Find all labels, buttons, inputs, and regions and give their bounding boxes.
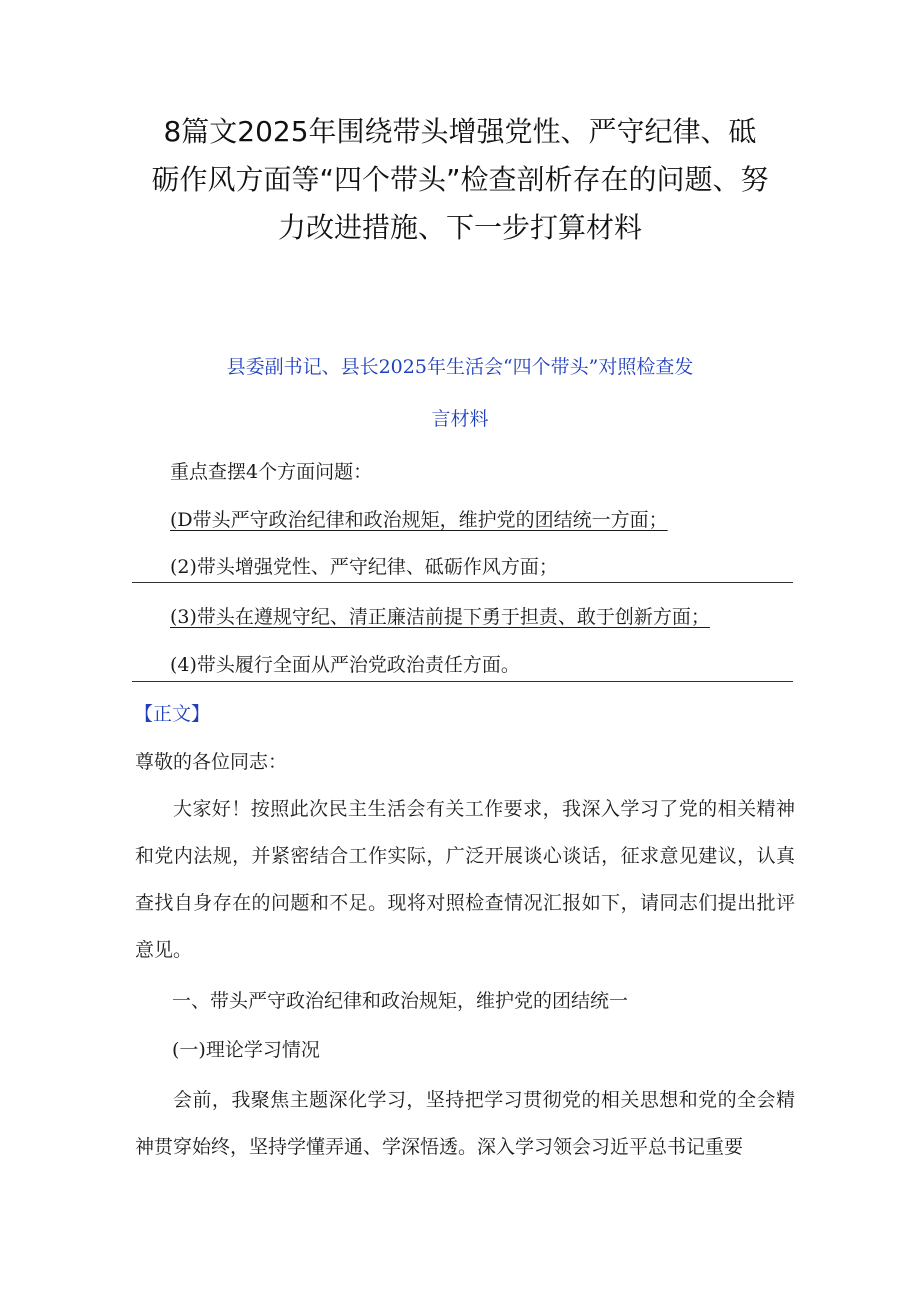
document-title: 8篇文2025年围绕带头增强党性、严守纪律、砥砺作风方面等“四个带头”检查剖析存在的问题、努力改进措施、下一步打算材料: [151, 115, 769, 244]
body-paragraph: 会前，我聚焦主题深化学习，坚持把学习贯彻党的相关思想和党的全会精神贯穿始终，坚持学懂弄通、学深悟透。深入学习领会习近平总书记重要: [135, 1089, 795, 1158]
divider-rule: [132, 681, 793, 682]
subtitle-line-2: 言材料: [431, 408, 489, 430]
focus-intro: 重点查摆4个方面问题：: [170, 461, 373, 483]
section-heading-1: 一、带头严守政治纪律和政治规矩，维护党的团结统一: [172, 990, 629, 1012]
focus-item-1: (D带头严守政治纪律和政治规矩，维护党的团结统一方面；: [170, 509, 668, 531]
subsection-heading-1-1: (一)理论学习情况: [172, 1039, 320, 1061]
subtitle-line-1: 县委副书记、县长2025年生活会“四个带头”对照检查发: [226, 356, 694, 378]
focus-item-2: (2)带头增强党性、严守纪律、砥砺作风方面；: [170, 556, 558, 578]
intro-paragraph: 大家好！按照此次民主生活会有关工作要求，我深入学习了党的相关精神和党内法规，并紧密结合工作实际，广泛开展谈心谈话，征求意见建议，认真查找自身存在的问题和不足。现将对照检查情况汇报如下，请同志们提出批评意见。: [135, 798, 795, 961]
focus-item-3: (3)带头在遵规守纪、清正廉洁前提下勇于担责、敢于创新方面；: [170, 606, 710, 628]
section-tag: 【正文】: [134, 703, 211, 725]
focus-item-4: (4)带头履行全面从严治党政治责任方面。: [170, 654, 520, 676]
divider-rule: [132, 582, 793, 583]
salutation: 尊敬的各位同志：: [135, 751, 288, 773]
